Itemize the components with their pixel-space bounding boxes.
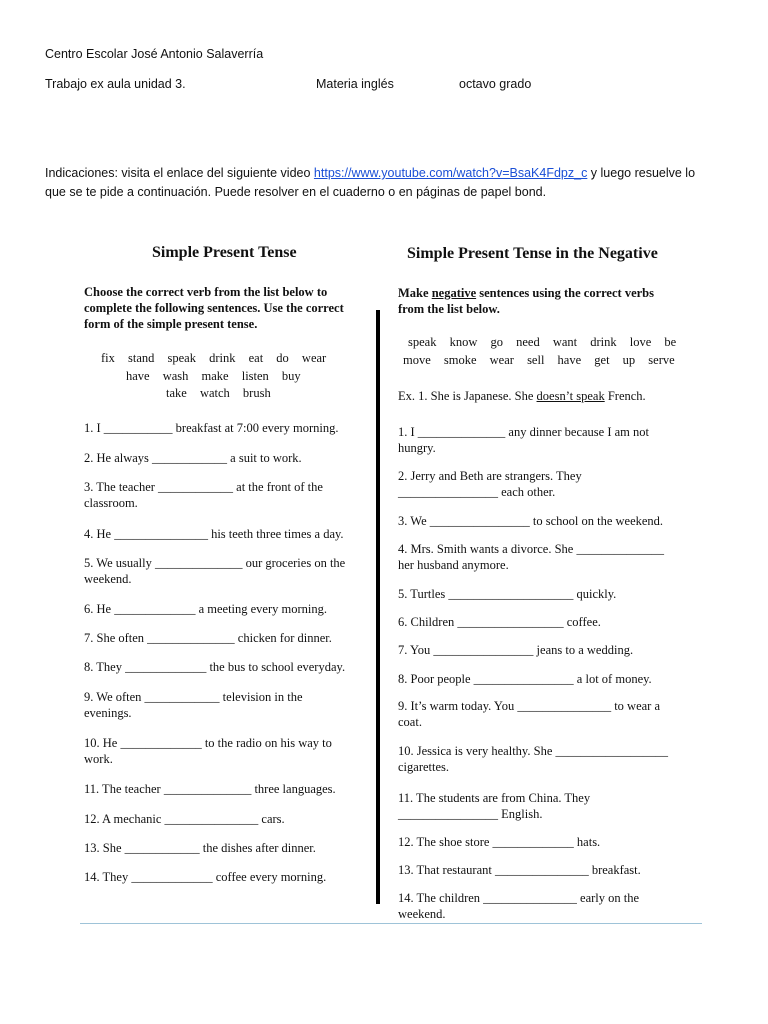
left-exercise-item xyxy=(84,735,369,767)
left-exercise-item xyxy=(84,811,369,827)
right-instr-line2: from the list below. xyxy=(398,302,500,316)
left-exercise-line: 13. She ____________ the dishes after dinner. xyxy=(84,841,316,855)
right-exercise-item xyxy=(398,642,698,658)
right-exercise-line: 5. Turtles ____________________ quickly. xyxy=(398,587,617,601)
right-exercise-item xyxy=(398,834,698,850)
left-exercise-item xyxy=(84,601,369,617)
right-title: Simple Present Tense in the Negative xyxy=(407,245,658,262)
left-exercise-line: work. xyxy=(84,752,113,766)
left-exercise-line: 4. He _______________ his teeth three times a day. xyxy=(84,527,344,541)
column-divider xyxy=(376,310,380,904)
left-exercise-item xyxy=(84,689,369,721)
left-exercise-line: 10. He _____________ to the radio on his way to xyxy=(84,736,332,750)
right-exercise-line: 11. The students are from China. They xyxy=(398,791,591,805)
left-exercise-line: 1. I ___________ breakfast at 7:00 every morning. xyxy=(84,421,339,435)
left-exercise-item xyxy=(84,526,369,542)
right-exercise-line: 12. The shoe store _____________ hats. xyxy=(398,835,601,849)
left-word-row: take watch brush xyxy=(166,386,271,400)
right-exercise-line: her husband anymore. xyxy=(398,558,509,572)
instructions-prefix: Indicaciones: visita el enlace del siguiente video xyxy=(45,166,314,180)
right-exercise-item xyxy=(398,890,698,922)
left-exercise-line: 7. She often ______________ chicken for dinner. xyxy=(84,631,332,645)
left-word-row: fix stand speak drink eat do wear xyxy=(101,351,327,365)
left-exercise-line: 3. The teacher ____________ at the front of the xyxy=(84,480,323,494)
left-word-row: have wash make listen buy xyxy=(126,369,301,383)
right-exercise-line: 2. Jerry and Beth are strangers. They xyxy=(398,469,582,483)
left-exercise-line: 8. They _____________ the bus to school everyday. xyxy=(84,660,346,674)
right-exercise-item xyxy=(398,586,698,602)
right-exercise-line: hungry. xyxy=(398,441,436,455)
left-exercise-line: 6. He _____________ a meeting every morning. xyxy=(84,602,328,616)
left-exercise-line: 12. A mechanic _______________ cars. xyxy=(84,812,285,826)
assignment-label: Trabajo ex aula unidad 3. xyxy=(45,77,186,91)
right-exercise-line: 1. I ______________ any dinner because I am not xyxy=(398,425,649,439)
left-exercise-line: 5. We usually ______________ our groceries on the xyxy=(84,556,346,570)
right-exercise-line: 9. It’s warm today. You _______________ to wear a xyxy=(398,699,661,713)
left-exercise-line: evenings. xyxy=(84,706,132,720)
right-exercise-line: 10. Jessica is very healthy. She __________________ xyxy=(398,744,668,758)
right-exercise-line: 3. We ________________ to school on the weekend. xyxy=(398,514,664,528)
left-instr-line: form of the simple present tense. xyxy=(84,317,258,331)
left-instr-line: complete the following sentences. Use the correct xyxy=(84,301,344,315)
right-instr-negative: negative xyxy=(431,286,477,300)
right-exercise-item xyxy=(398,424,698,456)
left-instr-line: Choose the correct verb from the list below to xyxy=(84,285,328,299)
right-exercise-line: ________________ each other. xyxy=(398,485,556,499)
left-instructions xyxy=(84,284,344,332)
left-exercise-item xyxy=(84,555,369,587)
left-exercise-item xyxy=(84,479,369,511)
right-exercise-line: weekend. xyxy=(398,907,446,921)
right-exercise-item xyxy=(398,698,698,730)
right-instructions xyxy=(398,285,654,317)
left-exercise-item xyxy=(84,840,369,856)
right-instr-pre: Make xyxy=(398,286,432,300)
right-exercise-line: 4. Mrs. Smith wants a divorce. She ______________ xyxy=(398,542,664,556)
instructions xyxy=(45,164,745,202)
right-exercise-line: coat. xyxy=(398,715,422,729)
left-title: Simple Present Tense xyxy=(152,244,297,261)
right-exercise-item xyxy=(398,671,698,687)
left-exercise-item xyxy=(84,659,369,675)
right-exercise-item xyxy=(398,862,698,878)
right-exercise-item xyxy=(398,468,698,500)
school-name: Centro Escolar José Antonio Salaverría xyxy=(45,47,264,61)
right-exercise-line: ________________ English. xyxy=(398,807,543,821)
instructions-suffix: y luego resuelve lo xyxy=(587,166,696,180)
right-exercise-item xyxy=(398,614,698,630)
example-underlined: doesn’t speak xyxy=(536,389,605,403)
left-exercise-line: weekend. xyxy=(84,572,132,586)
right-word-row: speak know go need want drink love be xyxy=(408,335,677,349)
example-pre: Ex. 1. She is Japanese. She xyxy=(398,389,537,403)
right-exercise-item xyxy=(398,513,698,529)
right-exercise-item xyxy=(398,743,698,775)
video-link[interactable]: https://www.youtube.com/watch?v=BsaK4Fdpz_c xyxy=(313,166,588,180)
left-exercise-line: 14. They _____________ coffee every morning. xyxy=(84,870,327,884)
right-exercise-item xyxy=(398,541,698,573)
left-exercise-item xyxy=(84,450,369,466)
right-instr-post: sentences using the correct verbs xyxy=(476,286,654,300)
right-exercise-line: 7. You ________________ jeans to a wedding. xyxy=(398,643,634,657)
bottom-rule xyxy=(80,923,702,924)
example-post: French. xyxy=(604,389,646,403)
right-exercise-line: 14. The children _______________ early on the xyxy=(398,891,640,905)
instructions-line2: que se te pide a continuación. Puede resolver en el cuaderno o en páginas de papel bond. xyxy=(45,185,547,199)
subject-label: Materia inglés xyxy=(316,77,394,91)
left-exercise-item xyxy=(84,869,369,885)
left-exercise-item xyxy=(84,781,369,797)
grade-label: octavo grado xyxy=(459,77,532,91)
right-word-row: move smoke wear sell have get up serve xyxy=(403,353,675,367)
right-exercise-line: cigarettes. xyxy=(398,760,450,774)
left-exercise-line: 11. The teacher ______________ three languages. xyxy=(84,782,336,796)
right-exercise-line: 6. Children _________________ coffee. xyxy=(398,615,601,629)
left-exercise-line: 9. We often ____________ television in the xyxy=(84,690,303,704)
right-exercise-item xyxy=(398,790,698,822)
right-exercise-line: 13. That restaurant _______________ breakfast. xyxy=(398,863,641,877)
left-exercise-line: classroom. xyxy=(84,496,138,510)
right-exercise-line: 8. Poor people ________________ a lot of money. xyxy=(398,672,652,686)
right-example xyxy=(398,388,646,404)
left-exercise-line: 2. He always ____________ a suit to work. xyxy=(84,451,302,465)
left-exercise-item xyxy=(84,420,369,436)
left-exercise-item xyxy=(84,630,369,646)
